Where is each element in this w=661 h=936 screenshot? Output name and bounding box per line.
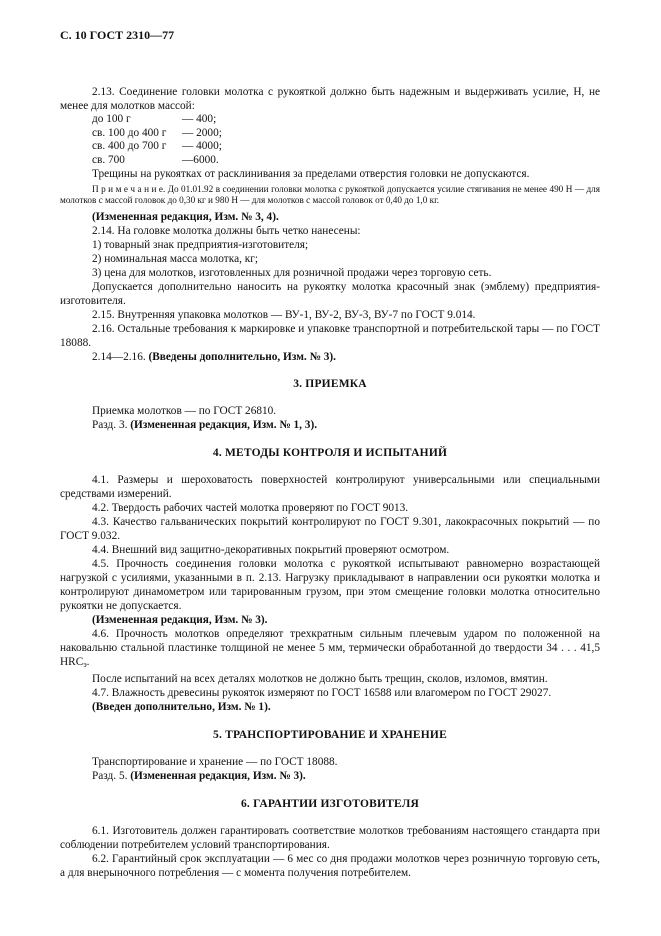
clause-4-2: 4.2. Твердость рабочих частей молотка проверяют по ГОСТ 9013. — [92, 502, 409, 515]
clause-4-1: 4.1. Размеры и шероховатость поверхностей контролируют универсальными или специальными средствами измерений. — [60, 474, 600, 501]
cracks-text: Трещины на рукоятках от расклинивания за пределами отверстия головки не допускаются. — [92, 168, 530, 180]
list-item: 1) товарный знак предприятия-изготовителя; — [92, 239, 309, 252]
sec5-text: Транспортирование и хранение — по ГОСТ 18088. — [92, 756, 338, 769]
mass-cell: св. 100 до 400 г — [92, 126, 167, 139]
table-row — [92, 140, 222, 154]
section-3-title: 3. ПРИЕМКА — [293, 378, 367, 391]
clause-4-4: 4.4. Внешний вид защитно-декоративных покрытий проверяют осмотром. — [92, 544, 450, 557]
section-5-title: 5. ТРАНСПОРТИРОВАНИЕ И ХРАНЕНИЕ — [213, 729, 447, 742]
force-cell: —6000. — [182, 153, 219, 166]
mass-cell: до 100 г — [92, 113, 131, 125]
edit-note-4-7: (Введен дополнительно, Изм. № 1). — [92, 701, 271, 714]
clause-6-1: 6.1. Изготовитель должен гарантировать соответствие молотков требованиям настоящего стандарта при соблюдении потребителем условий транспортирования. — [60, 825, 600, 852]
table-row — [92, 154, 222, 168]
clause-4-6 — [60, 627, 600, 672]
clause-2-14-2-16-note — [60, 350, 600, 364]
edit-note: (Измененная редакция, Изм. № 3). — [130, 770, 306, 783]
sec3-text: Приемка молотков — по ГОСТ 26810. — [92, 405, 277, 418]
edit-note: (Измененная редакция, Изм. № 1, 3). — [130, 419, 318, 432]
edit-prefix: Разд. 3. — [92, 419, 128, 432]
edit-note: (Введены дополнительно, Изм. № 3). — [148, 351, 336, 364]
clause-4-6-after: После испытаний на всех деталях молотков не должно быть трещин, сколов, изломов, вмятин. — [92, 673, 548, 686]
edit-note-4-5: (Измененная редакция, Изм. № 3). — [92, 614, 268, 627]
table-row — [92, 127, 222, 141]
force-cell: — 400; — [182, 113, 217, 125]
mass-force-table — [92, 113, 222, 167]
document-page — [60, 28, 600, 880]
clause-2-15: 2.15. Внутренняя упаковка молотков — ВУ-1, ВУ-2, ВУ-3, ВУ-7 по ГОСТ 9.014. — [92, 309, 476, 322]
table-row — [92, 113, 222, 127]
sec3-edit — [60, 418, 600, 432]
clause-4-6-end: . — [86, 656, 90, 669]
clause-4-3: 4.3. Качество гальванических покрытий контролируют по ГОСТ 9.301, лакокрасочных покрытий — по ГОСТ 9.032. — [60, 516, 600, 543]
page-header: С. 10 ГОСТ 2310—77 — [60, 28, 175, 42]
section-4-title: 4. МЕТОДЫ КОНТРОЛЯ И ИСПЫТАНИЙ — [212, 447, 448, 460]
list-item: 3) цена для молотков, изготовленных для розничной продажи через торговую сеть. — [92, 267, 492, 280]
force-cell: — 2000; — [182, 126, 222, 139]
clause-4-5: 4.5. Прочность соединения головки молотка с рукояткой испытывают равномерно возрастающей нагрузкой с усилиями, указанными в п. 2.13. Нагрузку прикладывают в направлении оси рукоятки молотка и контролируют динамометром или тарированным грузом, при этом смещение головки молотка относительно рукоятки не допускается. — [60, 558, 600, 613]
hrc-subscript: э — [83, 660, 87, 670]
force-cell: — 4000; — [182, 140, 222, 152]
range-text: 2.14—2.16. — [92, 351, 146, 364]
clause-4-7: 4.7. Влажность древесины рукояток измеряют по ГОСТ 16588 или влагомером по ГОСТ 29027. — [92, 687, 552, 700]
clause-4-6-text: 4.6. Прочность молотков определяют трехкратным сильным плечевым ударом по положенной на наковальню стальной пластинке толщиной не менее 5 мм, термически обработанной до твердости 34 . . . 41,5 HRC — [60, 628, 600, 669]
clause-6-2: 6.2. Гарантийный срок эксплуатации — 6 мес со дня продажи молотков через розничную торговую сеть, а для внерыночного потребления — с момента получения потребителем. — [60, 853, 600, 880]
mass-cell: св. 400 до 700 г — [92, 140, 167, 152]
edit-prefix: Разд. 5. — [92, 770, 128, 783]
list-item: 2) номинальная масса молотка, кг; — [92, 253, 258, 266]
clause-2-13: 2.13. Соединение головки молотка с рукояткой должно быть надежным и выдерживать усилие, Н, не менее для молотков массой: — [60, 86, 600, 112]
note: П р и м е ч а н и е. До 01.01.92 в соединении головки молотка с рукояткой допускается усилие стягивания не менее 490 Н — для молотков с массой головок до 0,30 кг и 980 Н — для молотков с массой головок от 0,40 до 1,0 кг. — [60, 184, 600, 206]
mass-cell: св. 700 — [92, 153, 125, 166]
clause-2-16: 2.16. Остальные требования к маркировке и упаковке транспортной и потребительской тары — по ГОСТ 18088. — [60, 323, 600, 350]
section-6-title: 6. ГАРАНТИИ ИЗГОТОВИТЕЛЯ — [240, 798, 420, 811]
clause-2-14: 2.14. На головке молотка должны быть четко нанесены: — [92, 225, 361, 238]
sec5-edit — [60, 769, 600, 783]
clause-2-14-extra: Допускается дополнительно наносить на рукоятку молотка красочный знак (эмблему) предприятия-изготовителя. — [60, 281, 600, 308]
edit-note-2-13: (Измененная редакция, Изм. № 3, 4). — [92, 211, 279, 224]
